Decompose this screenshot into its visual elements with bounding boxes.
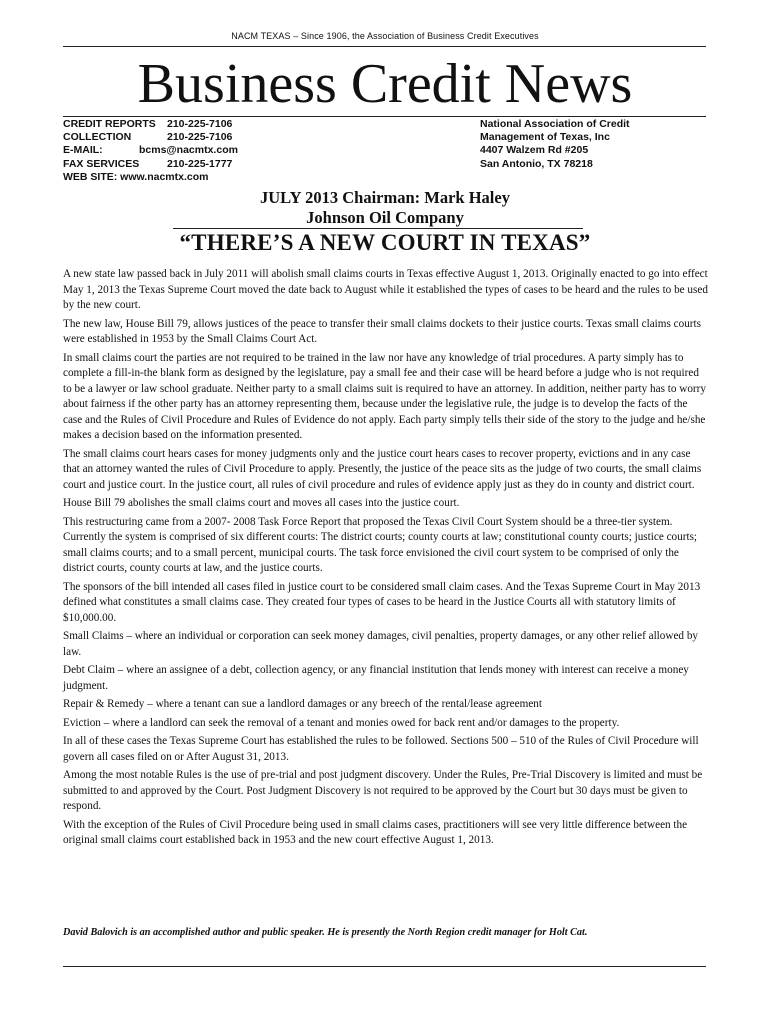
contact-value: 210-225-7106 bbox=[167, 118, 233, 130]
article-paragraph: With the exception of the Rules of Civil Procedure being used in small claims cases, practitioners will see very little difference between the original small claims court established back in 1953 and the new court effective August 1, 2013. bbox=[63, 818, 688, 846]
contact-block-right bbox=[480, 118, 630, 171]
contact-label: CREDIT REPORTS bbox=[63, 118, 156, 130]
top-divider bbox=[63, 46, 706, 47]
issue-chairman: JULY 2013 Chairman: Mark Haley bbox=[260, 188, 510, 207]
article-paragraph: Among the most notable Rules is the use of pre-trial and post judgment discovery. Under the Rules, Pre-Trial Discovery is limited and must be submitted to and approved by the Court. Post Judgment Discovery is not required to be approved by the Court but 30 days must be given to respond. bbox=[63, 769, 703, 812]
contact-row-website bbox=[63, 171, 238, 184]
article-paragraph: The new law, House Bill 79, allows justices of the peace to transfer their small claims dockets to their justice courts. Texas small claims courts were established in 1953 by the Small Claims Court Act. bbox=[63, 317, 701, 345]
contact-block-left bbox=[63, 118, 238, 184]
address-line: Management of Texas, Inc bbox=[480, 131, 610, 144]
article-paragraph: Eviction – where a landlord can seek the removal of a tenant and monies owed for back rent and/or damages to the property. bbox=[63, 716, 620, 729]
contact-row-credit-reports bbox=[63, 118, 238, 131]
contact-row-email bbox=[63, 144, 238, 157]
article-paragraph: This restructuring came from a 2007- 2008 Task Force Report that proposed the Texas Civil Court System should be a three-tier system. Currently the system is comprised of six different courts: The district courts; county courts at law; constitutional county courts; justice courts; small claims courts; and to a small percent, municipal courts. The task force envisioned the civil court system to be comprised of only the district courts, county courts at law, and the justice courts. bbox=[63, 515, 698, 574]
article-paragraph: The small claims court hears cases for money judgments only and the justice court hears cases to recover property, evictions and in any case that an attorney wanted the rules of Civil Procedure to apply. Presently, the justice of the peace sits as the judge of two courts, the small claims court and justice court. In the justice court, all rules of civil procedure and rules of evidence apply just as they do in county and district court. bbox=[63, 447, 702, 491]
article-paragraph: Debt Claim – where an assignee of a debt, collection agency, or any financial institution that lends money with interest can receive a money judgment. bbox=[63, 664, 689, 692]
article-paragraph: In small claims court the parties are not required to be trained in the law nor have any knowledge of trial procedures. A party simply has to complete a fill-in-the blank form as designed by the legislature, pay a small fee and their case will be heard before a judge who is not required to be a lawyer or law school graduate. Neither party to a small claims suit is required to have an attorney. In addition, neither party has to worry about fairness if the other party has an attorney representing them, because under the legislative rule, the judge is to develop the facts of the case and the Rules of Civil Procedure and Rules of Evidence do not apply. Each party simply tells their side of the story to the judge and he/she makes a decision based on the information presented. bbox=[63, 351, 706, 441]
article-paragraph: House Bill 79 abolishes the small claims court and moves all cases into the justice court. bbox=[63, 497, 460, 509]
contact-label: WEB SITE: www.nacmtx.com bbox=[63, 170, 209, 183]
author-byline: David Balovich is an accomplished author and public speaker. He is presently the North Region credit manager for Holt Cat. bbox=[63, 927, 588, 938]
contact-value: 210-225-7106 bbox=[167, 131, 233, 144]
contact-value: 210-225-1777 bbox=[167, 157, 233, 170]
article-headline: “THERE’S A NEW COURT IN TEXAS” bbox=[179, 230, 591, 255]
masthead-title: Business Credit News bbox=[137, 53, 633, 115]
tagline: NACM TEXAS – Since 1906, the Association of Business Credit Executives bbox=[231, 31, 539, 41]
issue-company: Johnson Oil Company bbox=[306, 208, 464, 227]
contact-label: FAX SERVICES bbox=[63, 157, 140, 170]
article-body bbox=[63, 267, 708, 852]
article-paragraph: A new state law passed back in July 2011 will abolish small claims courts in Texas effective August 1, 2013. Originally enacted to go into effect May 1, 2013 the Texas Supreme Court moved the date back to August while it established the types of cases to be heard and the rules to be used by the new court. bbox=[63, 268, 708, 311]
contact-label: E-MAIL: bbox=[63, 144, 103, 157]
contact-value: bcms@nacmtx.com bbox=[139, 144, 238, 157]
contact-row-fax bbox=[63, 158, 238, 171]
article-paragraph: Repair & Remedy – where a tenant can sue a landlord damages or any breech of the rental/lease agreement bbox=[63, 698, 542, 710]
contact-row-collection bbox=[63, 131, 238, 144]
address-line: San Antonio, TX 78218 bbox=[480, 157, 593, 170]
masthead-divider bbox=[63, 116, 706, 117]
contact-label: COLLECTION bbox=[63, 131, 132, 144]
article-paragraph: Small Claims – where an individual or corporation can seek money damages, civil penalties, property damages, or any other relief allowed by law. bbox=[63, 630, 699, 658]
address-line: National Association of Credit bbox=[480, 118, 630, 130]
article-paragraph: In all of these cases the Texas Supreme Court has established the rules to be followed. Sections 500 – 510 of the Rules of Civil Procedure will govern all cases filed on or After August 31, 2013. bbox=[63, 735, 699, 763]
footer-divider bbox=[63, 966, 706, 967]
address-line: 4407 Walzem Rd #205 bbox=[480, 144, 589, 157]
headline-divider bbox=[173, 228, 583, 229]
article-paragraph: The sponsors of the bill intended all cases filed in justice court to be considered small claim cases. And the Texas Supreme Court in May 2013 defined what constitutes a small claims case. They created four types of cases to be heard in the Justice Courts all with statutory limits of $10,000.00. bbox=[63, 580, 701, 624]
